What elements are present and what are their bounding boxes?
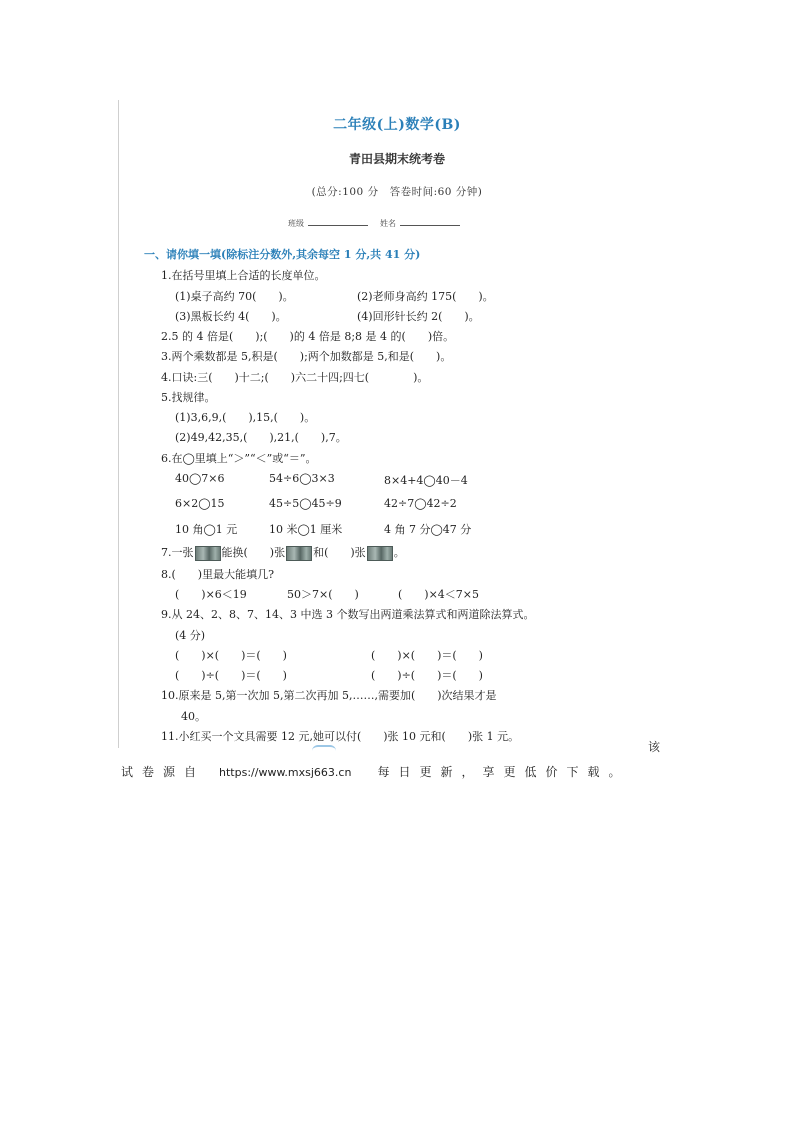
question-6-item: 10 角◯1 元 — [175, 523, 238, 536]
footer-url[interactable]: https://www.mxsj663.cn — [219, 766, 352, 779]
banknote-image — [286, 546, 312, 561]
question-9-row: ( )÷( )＝( ) — [371, 669, 483, 682]
question-9-row: ( )×( )＝( ) — [175, 649, 287, 662]
question-1-c: (3)黑板长约 4( )。 — [175, 310, 287, 323]
question-5-a: (1)3,6,9,( ),15,( )。 — [175, 411, 316, 424]
question-2: 2.5 的 4 倍是( );( )的 4 倍是 8;8 是 4 的( )倍。 — [161, 330, 455, 343]
question-8-a: ( )×6＜19 — [175, 588, 247, 601]
question-6-item: 45÷5◯45÷9 — [269, 497, 342, 510]
exam-subtitle: 青田县期末统考卷 — [348, 152, 445, 166]
question-11: 11.小红买一个文具需要 12 元,她可以付( )张 10 元和( )张 1 元。 — [161, 730, 520, 743]
question-8-c: ( )×4＜7×5 — [398, 588, 480, 601]
question-8-b: 50＞7×( ) — [287, 588, 359, 601]
question-6-item: 8×4+4◯40－4 — [384, 474, 468, 487]
question-9-row: ( )×( )＝( ) — [371, 649, 483, 662]
question-6-item: 6×2◯15 — [175, 497, 225, 510]
question-7-text: 和( )张 — [313, 546, 366, 559]
name-label: 姓名 — [380, 219, 396, 228]
class-name-line — [288, 217, 472, 229]
exam-title: 二年级(上)数学(B) — [333, 117, 461, 133]
question-6-item: 54÷6◯3×3 — [269, 472, 335, 485]
question-1-b: (2)老师身高约 175( )。 — [357, 290, 494, 303]
question-1-d: (4)回形针长约 2( )。 — [357, 310, 480, 323]
class-blank — [308, 217, 368, 226]
footer-tagline: 每日更新，享更低价下载。 — [377, 765, 630, 779]
question-7 — [161, 544, 405, 561]
banknote-image — [195, 546, 221, 561]
question-10-cont: 40。 — [181, 710, 206, 723]
question-9: 9.从 24、2、8、7、14、3 中选 3 个数写出两道乘法算式和两道除法算式。 — [161, 608, 535, 621]
question-6-item: 40◯7×6 — [175, 472, 225, 485]
section-heading: 一、请你填一填(除标注分数外,其余每空 1 分,共 41 分) — [144, 248, 421, 261]
question-6: 6.在◯里填上“＞”“＜”或“＝”。 — [161, 452, 317, 465]
footer-source: 试卷源自 — [121, 765, 206, 779]
question-4: 4.口诀:三( )十二;( )六二十四;四七( )。 — [161, 371, 429, 384]
question-9-score: (4 分) — [175, 629, 206, 642]
question-7-text: 能换( )张 — [221, 546, 286, 559]
question-3: 3.两个乘数都是 5,积是( );两个加数都是 5,和是( )。 — [161, 350, 452, 363]
question-6-item: 4 角 7 分◯47 分 — [384, 523, 472, 536]
exam-meta: (总分:100 分 答卷时间:60 分钟) — [311, 186, 483, 198]
question-10: 10.原来是 5,第一次加 5,第二次再加 5,……,需要加( )次结果才是 — [161, 689, 497, 702]
banknote-image — [367, 546, 393, 561]
question-7-text: 7.一张 — [161, 546, 194, 559]
question-6-item: 10 米◯1 厘米 — [269, 523, 343, 536]
question-5: 5.找规律。 — [161, 391, 216, 404]
footer-line — [121, 763, 629, 780]
question-1-a: (1)桌子高约 70( )。 — [175, 290, 294, 303]
question-6-item: 42÷7◯42÷2 — [384, 497, 457, 510]
page-curl-mark — [312, 745, 336, 751]
question-5-b: (2)49,42,35,( ),21,( ),7。 — [175, 431, 347, 444]
question-7-text: 。 — [393, 546, 405, 559]
footer-trailing-char: 该 — [648, 740, 661, 754]
question-1: 1.在括号里填上合适的长度单位。 — [161, 269, 326, 282]
question-9-row: ( )÷( )＝( ) — [175, 669, 287, 682]
question-8: 8.( )里最大能填几? — [161, 568, 274, 581]
class-label: 班级 — [288, 219, 304, 228]
name-blank — [400, 217, 460, 226]
